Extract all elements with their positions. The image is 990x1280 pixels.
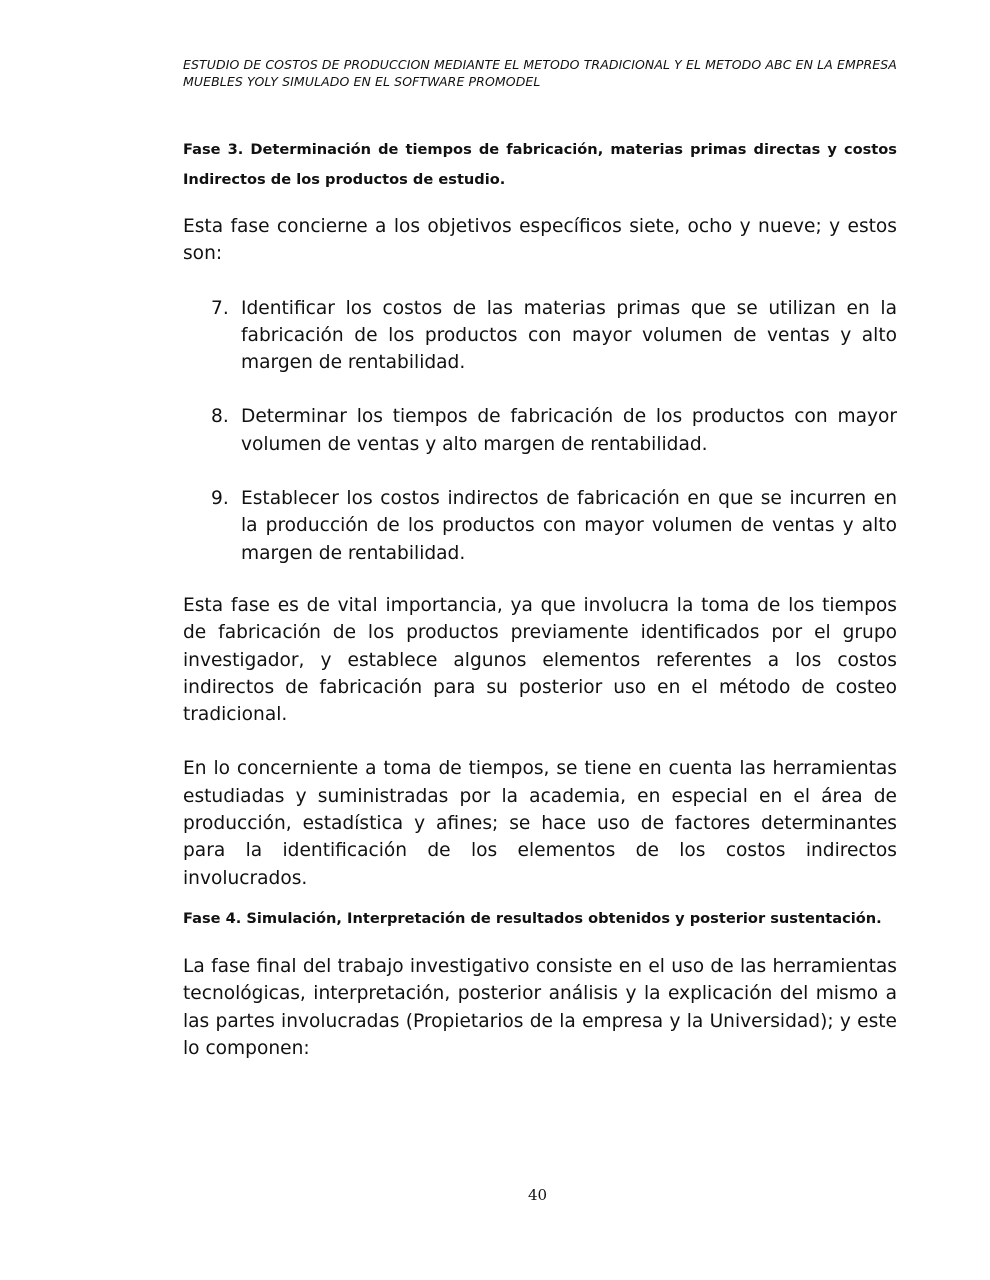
phase-3-times-paragraph: En lo concerniente a toma de tiempos, se tiene en cuenta las herramientas estudiadas y suministradas por la academia, en especial en el área de producción, estadística y afines; se hace uso de factores determinantes para la identificación de los elementos de los costos indirectos involucrados. [183, 758, 897, 889]
objective-number: 7. [211, 297, 229, 319]
page-number: 40 [527, 1186, 548, 1204]
objective-item-9 [183, 485, 897, 567]
running-header: ESTUDIO DE COSTOS DE PRODUCCION MEDIANTE EL METODO TRADICIONAL Y EL METODO ABC EN LA EMPRESA MUEBLES YOLY SIMULADO EN EL SOFTWARE PROMODEL [183, 57, 897, 89]
objective-number: 8. [211, 406, 229, 428]
objective-text: Determinar los tiempos de fabricación de los productos con mayor volumen de ventas y alto margen de rentabilidad. [241, 406, 897, 455]
phase-3-heading: Fase 3. Determinación de tiempos de fabricación, materias primas directas y costos Indirectos de los productos de estudio. [183, 141, 897, 188]
page-body [183, 135, 897, 1062]
phase-4-heading: Fase 4. Simulación, Interpretación de resultados obtenidos y posterior sustentación. [183, 909, 882, 927]
phase-3-importance-paragraph: Esta fase es de vital importancia, ya que involucra la toma de los tiempos de fabricación de los productos previamente identificados por el grupo investigador, y establece algunos elementos referentes a los costos indirectos de fabricación para su posterior uso en el método de costeo tradicional. [183, 594, 897, 726]
objectives-list [183, 295, 897, 567]
objective-item-8 [183, 403, 897, 458]
phase-4-paragraph: La fase final del trabajo investigativo consiste en el uso de las herramientas tecnológicas, interpretación, posterior análisis y la explicación del mismo a las partes involucradas (Propietarios de la empresa y la Universidad); y este lo componen: [183, 955, 897, 1059]
objective-number: 9. [211, 488, 229, 510]
phase-3-intro-paragraph: Esta fase concierne a los objetivos específicos siete, ocho y nueve; y estos son: [183, 216, 897, 265]
objective-text: Establecer los costos indirectos de fabricación en que se incurren en la producción de los productos con mayor volumen de ventas y alto margen de rentabilidad. [241, 488, 897, 564]
objective-text: Identificar los costos de las materias primas que se utilizan en la fabricación de los productos con mayor volumen de ventas y alto margen de rentabilidad. [241, 297, 897, 374]
objective-item-7 [183, 295, 897, 377]
